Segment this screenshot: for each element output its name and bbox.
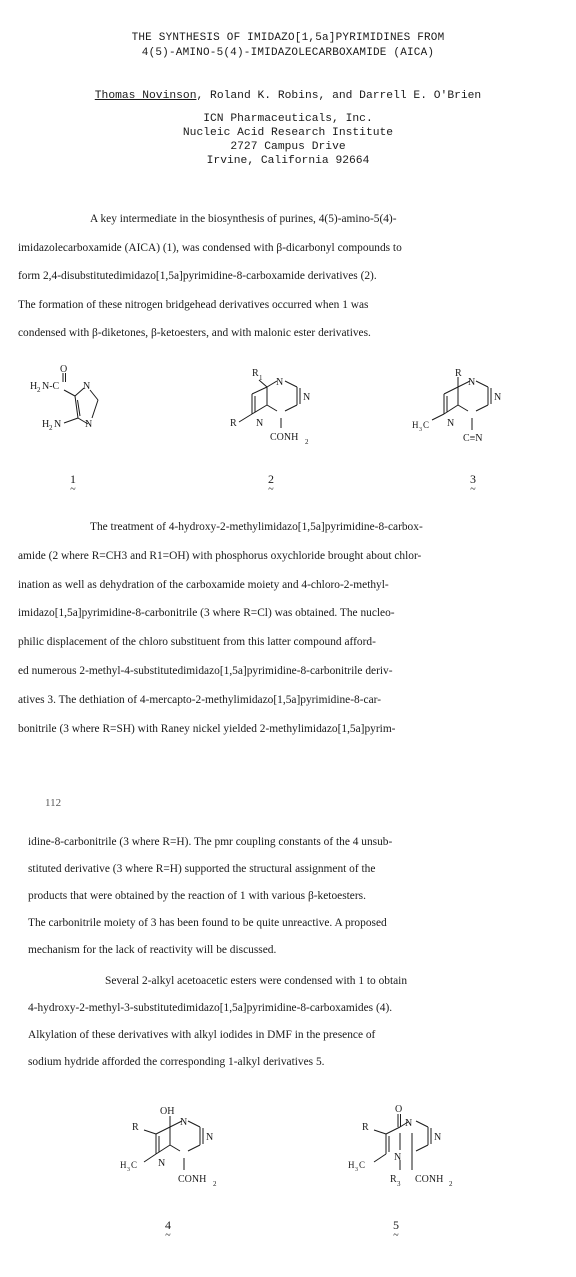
svg-text:H: H	[30, 381, 38, 392]
text-line: 4-hydroxy-2-methyl-3-substitutedimidazo[1,5a]pyrimidine-8-carboxamides (4).	[28, 1002, 393, 1014]
structure-5	[340, 1100, 470, 1205]
paragraph-3	[28, 829, 392, 964]
svg-text:CONH: CONH	[178, 1174, 207, 1185]
authors	[0, 90, 576, 102]
svg-text:O: O	[395, 1104, 403, 1115]
svg-text:R: R	[362, 1122, 369, 1133]
text-line: Several 2-alkyl acetoacetic esters were condensed with 1 to obtain	[105, 975, 408, 987]
paragraph-2	[18, 513, 423, 743]
text-line: ed numerous 2-methyl-4-substitutedimidazo[1,5a]pyrimidine-8-carbonitrile deriv-	[18, 664, 393, 677]
text-line: bonitrile (3 where R=SH) with Raney nickel yielded 2-methylimidazo[1,5a]pyrim-	[18, 722, 396, 735]
svg-text:3: 3	[355, 1167, 358, 1173]
svg-text:C: C	[423, 420, 430, 430]
compound-label-5: 5 ~	[393, 1218, 399, 1241]
svg-text:N: N	[256, 418, 264, 429]
text-line: atives 3. The dethiation of 4-mercapto-2-methylimidazo[1,5a]pyrimidine-8-car-	[18, 693, 381, 706]
svg-text:2: 2	[37, 386, 41, 394]
compound-label-3: 3 ~	[470, 472, 476, 495]
svg-text:O: O	[60, 364, 68, 375]
svg-text:C: C	[131, 1160, 138, 1170]
text-line: philic displacement of the chloro substituent from this latter compound afford-	[18, 636, 376, 649]
affiliation-line: ICN Pharmaceuticals, Inc.	[203, 113, 373, 125]
other-authors: , Roland K. Robins, and Darrell E. O'Brien	[196, 90, 482, 102]
page-number: 112	[45, 797, 62, 809]
text-line: idine-8-carbonitrile (3 where R=H). The pmr coupling constants of the 4 unsub-	[28, 836, 393, 848]
text-line: imidazo[1,5a]pyrimidine-8-carbonitrile (3 where R=Cl) was obtained. The nucleo-	[18, 607, 395, 620]
svg-text:H: H	[412, 420, 419, 430]
text-line: A key intermediate in the biosynthesis of purines, 4(5)-amino-5(4)-	[90, 213, 397, 225]
svg-text:OH: OH	[160, 1106, 175, 1117]
text-line: mechanism for the lack of reactivity will be discussed.	[28, 944, 277, 956]
svg-text:3: 3	[127, 1167, 130, 1173]
structure-1	[20, 360, 140, 440]
svg-text:N: N	[158, 1158, 166, 1169]
text-line: The treatment of 4-hydroxy-2-methylimidazo[1,5a]pyrimidine-8-carbox-	[90, 521, 423, 533]
text-line: products that were obtained by the reaction of 1 with various β-ketoesters.	[28, 890, 366, 902]
svg-text:1: 1	[259, 374, 263, 382]
affiliation-line: Irvine, California 92664	[206, 155, 370, 167]
svg-text:H: H	[42, 419, 50, 430]
text-line: The carbonitrile moiety of 3 has been found to be quite unreactive. A proposed	[28, 917, 387, 929]
svg-text:C≡N: C≡N	[463, 433, 483, 444]
structure-4	[110, 1100, 240, 1200]
svg-text:R: R	[230, 418, 237, 429]
compound-label-1: 1 ~	[70, 472, 76, 495]
first-author: Thomas Novinson	[94, 90, 197, 102]
svg-text:N: N	[434, 1132, 442, 1143]
svg-text:2: 2	[213, 1180, 217, 1188]
svg-text:2: 2	[305, 438, 309, 446]
svg-text:R: R	[455, 368, 462, 379]
affiliation-line: 2727 Campus Drive	[230, 141, 346, 153]
svg-text:H: H	[348, 1160, 355, 1170]
compound-label-4: 4 ~	[165, 1218, 171, 1241]
affiliation-line: Nucleic Acid Research Institute	[182, 127, 394, 139]
svg-text:2: 2	[449, 1180, 453, 1188]
svg-text:N: N	[303, 392, 311, 403]
svg-text:R: R	[132, 1122, 139, 1133]
svg-text:N: N	[83, 381, 91, 392]
text-line: imidazolecarboxamide (AICA) (1), was condensed with β-dicarbonyl compounds to	[18, 241, 402, 254]
text-line: stituted derivative (3 where R=H) supported the structural assignment of the	[28, 863, 376, 875]
svg-text:N: N	[276, 377, 284, 388]
text-line: condensed with β-diketones, β-ketoesters, and with malonic ester derivatives.	[18, 327, 371, 340]
svg-text:N: N	[180, 1117, 188, 1128]
compound-label-2: 2 ~	[268, 472, 274, 495]
title-line-1: THE SYNTHESIS OF IMIDAZO[1,5a]PYRIMIDINES FROM	[131, 32, 445, 44]
svg-text:H: H	[120, 1160, 127, 1170]
text-line: sodium hydride afforded the corresponding 1-alkyl derivatives 5.	[28, 1056, 325, 1068]
structure-3	[400, 360, 520, 455]
svg-text:N: N	[447, 418, 455, 429]
svg-text:N-C: N-C	[42, 381, 60, 392]
svg-text:N: N	[494, 392, 502, 403]
structure-2	[215, 360, 335, 460]
svg-text:2: 2	[49, 424, 53, 432]
text-line: Alkylation of these derivatives with alkyl iodides in DMF in the presence of	[28, 1029, 376, 1041]
svg-text:N: N	[394, 1152, 402, 1163]
abstract-paragraph	[18, 205, 402, 348]
svg-text:3: 3	[397, 1180, 401, 1188]
svg-text:R: R	[390, 1174, 397, 1185]
svg-text:N: N	[468, 377, 476, 388]
text-line: The formation of these nitrogen bridgehead derivatives occurred when 1 was	[18, 298, 369, 311]
svg-text:N: N	[54, 419, 62, 430]
paragraph-4	[28, 968, 407, 1076]
svg-text:R: R	[252, 368, 259, 379]
text-line: ination as well as dehydration of the carboxamide moiety and 4-chloro-2-methyl-	[18, 578, 389, 591]
svg-text:N: N	[206, 1132, 214, 1143]
svg-text:N: N	[405, 1118, 413, 1129]
svg-text:C: C	[359, 1160, 366, 1170]
text-line: form 2,4-disubstitutedimidazo[1,5a]pyrimidine-8-carboxamide derivatives (2).	[18, 270, 377, 283]
svg-text:CONH: CONH	[415, 1174, 444, 1185]
svg-text:3: 3	[419, 427, 422, 433]
svg-text:CONH: CONH	[270, 432, 299, 443]
svg-text:N: N	[85, 419, 93, 430]
text-line: amide (2 where R=CH3 and R1=OH) with phosphorus oxychloride brought about chlor-	[18, 549, 422, 562]
title-line-2: 4(5)-AMINO-5(4)-IMIDAZOLECARBOXAMIDE (AICA)	[141, 47, 435, 59]
